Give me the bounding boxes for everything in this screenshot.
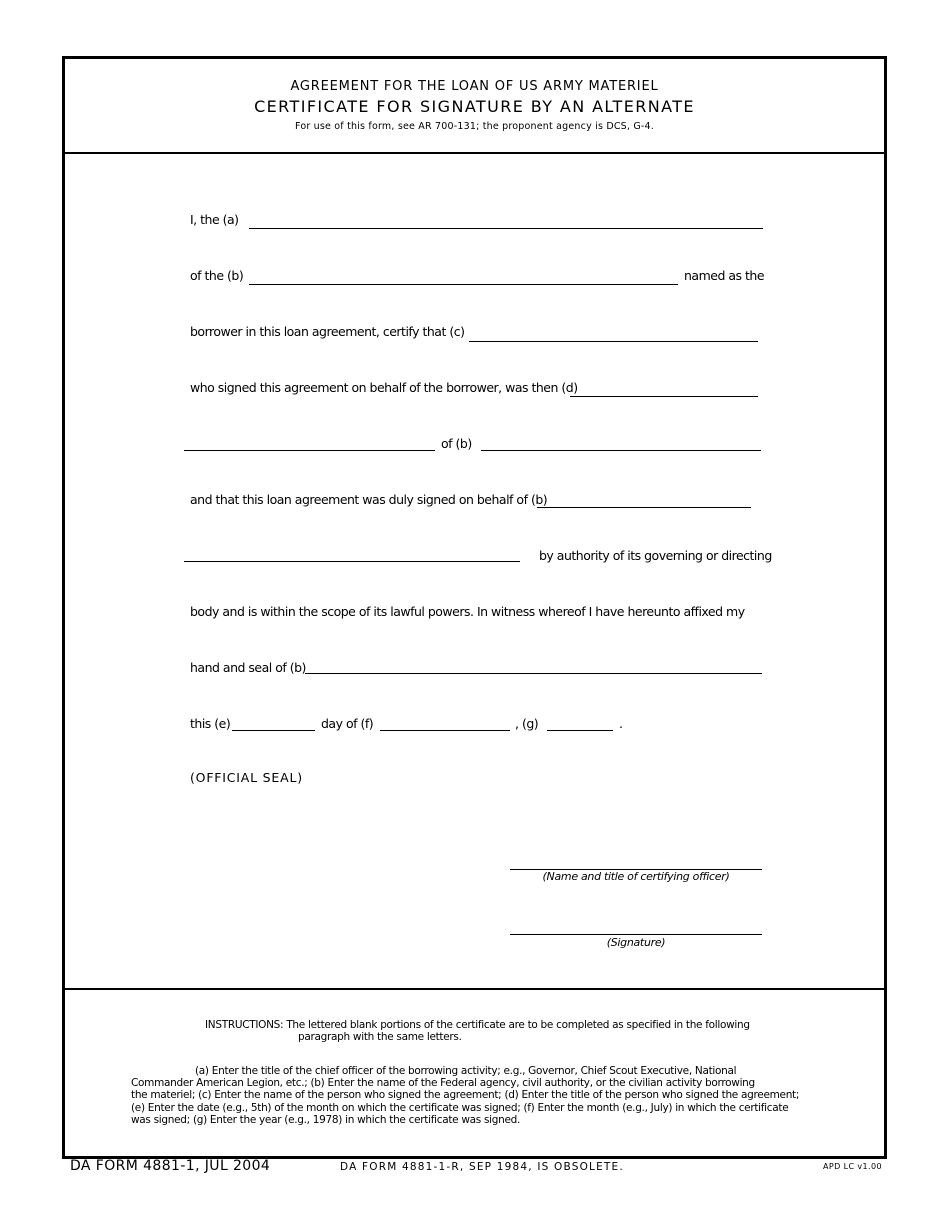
field-b-agency-5[interactable]	[305, 653, 762, 673]
line10-day-of: day of (f)	[321, 716, 374, 731]
line1-label: I, the (a)	[190, 212, 239, 227]
signature-underline	[510, 934, 762, 935]
form-title-main: CERTIFICATE FOR SIGNATURE BY AN ALTERNATE	[254, 97, 695, 116]
line2-suffix: named as the	[684, 268, 765, 283]
year-underline	[547, 730, 613, 731]
line2-label: of the (b)	[190, 268, 244, 283]
instructions-body-line1: (a) Enter the title of the chief officer of the borrowing activity; e.g., Governor, Chief Scout Executive, National	[195, 1065, 737, 1077]
line7-underline	[184, 561, 520, 562]
instructions-body-line5: was signed; (g) Enter the year (e.g., 1978) in which the certificate was signed.	[131, 1114, 521, 1126]
field-officer-name-title[interactable]	[510, 849, 762, 869]
line9-label: hand and seal of (b)	[190, 660, 306, 675]
line4-underline	[570, 396, 758, 397]
obsolete-notice: DA FORM 4881-1-R, SEP 1984, IS OBSOLETE.	[340, 1161, 624, 1173]
line7-suffix: by authority of its governing or directing	[539, 548, 772, 563]
field-e-day[interactable]	[232, 710, 315, 730]
month-underline	[380, 730, 510, 731]
line2-underline	[249, 284, 678, 285]
line5-left-underline	[184, 450, 435, 451]
field-g-year[interactable]	[547, 710, 613, 730]
form-header	[65, 59, 884, 154]
field-f-month[interactable]	[380, 710, 510, 730]
instructions-divider	[65, 988, 884, 990]
form-id: DA FORM 4881-1, JUL 2004	[70, 1158, 271, 1174]
version-label: APD LC v1.00	[823, 1162, 882, 1171]
field-signature[interactable]	[510, 914, 762, 934]
field-b-agency[interactable]	[249, 264, 678, 284]
field-b-agency-3[interactable]	[537, 487, 751, 507]
field-b-agency-4[interactable]	[184, 541, 520, 561]
instructions-heading-line1: INSTRUCTIONS: The lettered blank portions of the certificate are to be completed as specified in the following	[205, 1019, 750, 1031]
line8-text: body and is within the scope of its lawful powers. In witness whereof I have hereunto affixed my	[190, 604, 745, 619]
line6-underline	[537, 507, 751, 508]
signature-caption: (Signature)	[606, 936, 666, 949]
field-c-signer-name[interactable]	[469, 321, 758, 341]
field-a-title[interactable]	[249, 208, 763, 228]
form-title-top: AGREEMENT FOR THE LOAN OF US ARMY MATERIEL	[290, 79, 659, 94]
form-subtitle: For use of this form, see AR 700-131; the proponent agency is DCS, G-4.	[295, 121, 654, 132]
instructions-body-line2: Commander American Legion, etc.; (b) Enter the name of the Federal agency, civil authority, or the civilian activity borrowing	[131, 1077, 755, 1089]
field-d-signer-title-cont[interactable]	[184, 430, 435, 450]
field-b-agency-2[interactable]	[481, 430, 761, 450]
instructions-body-line4: (e) Enter the date (e.g., 5th) of the month on which the certificate was signed; (f) Enter the month (e.g., July) in which the certificate	[131, 1102, 789, 1114]
line6-label: and that this loan agreement was duly signed on behalf of (b)	[190, 492, 548, 507]
instructions-body-line3: the materiel; (c) Enter the name of the person who signed the agreement; (d) Enter the title of the person who signed the agreement;	[131, 1089, 800, 1101]
line9-underline	[305, 673, 762, 674]
line5-mid: of (b)	[441, 436, 472, 451]
line4-label: who signed this agreement on behalf of the borrower, was then (d)	[190, 380, 578, 395]
officer-caption: (Name and title of certifying officer)	[542, 870, 730, 883]
instructions-heading-line2: paragraph with the same letters.	[298, 1031, 462, 1043]
line3-label: borrower in this loan agreement, certify that (c)	[190, 324, 465, 339]
line3-underline	[469, 341, 758, 342]
line10-comma-g: , (g)	[515, 716, 539, 731]
day-underline	[232, 730, 315, 731]
field-d-signer-title[interactable]	[570, 376, 758, 396]
line10-period: .	[619, 716, 623, 731]
line10-this: this (e)	[190, 716, 231, 731]
line1-underline	[249, 228, 763, 229]
line5-right-underline	[481, 450, 761, 451]
official-seal-label: (OFFICIAL SEAL)	[190, 770, 303, 785]
